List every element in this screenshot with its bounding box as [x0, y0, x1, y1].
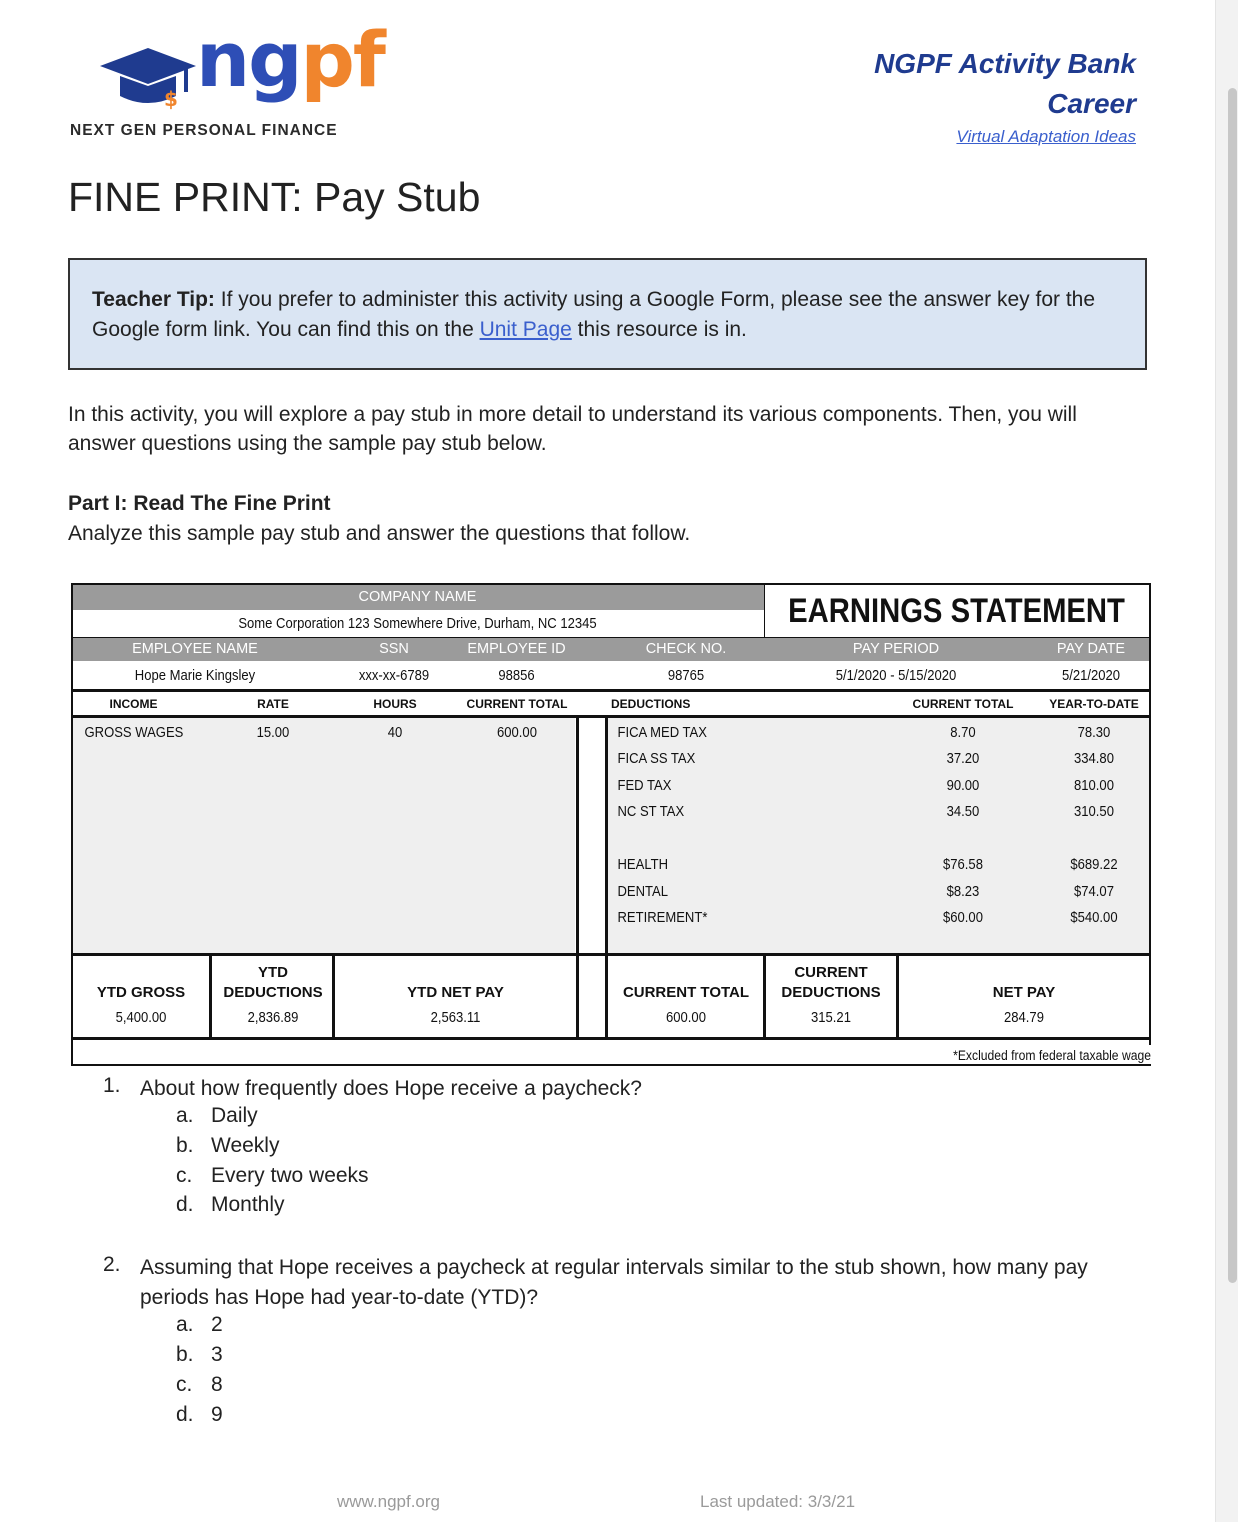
deduction-current: $60.00 [943, 910, 983, 926]
deduction-current: 8.70 [950, 725, 976, 741]
deduction-name: FICA SS TAX [617, 751, 696, 767]
hours-header: HOURS [373, 697, 417, 711]
deduction-ytd: $689.22 [1070, 857, 1118, 873]
deduction-name: FICA MED TAX [617, 725, 707, 741]
stub-rule [209, 956, 212, 1038]
part-subheading: Analyze this sample pay stub and answer the questions that follow. [68, 522, 691, 545]
option-letter: b. [176, 1343, 194, 1366]
stub-border-bottom [71, 1064, 1151, 1066]
ngpf-logo [70, 15, 384, 146]
income-detail-pane [73, 717, 575, 953]
activity-bank-category: Career [1047, 88, 1136, 119]
ytd-deductions-label-line2: DEDUCTIONS [223, 983, 323, 1001]
option-letter: a. [176, 1313, 194, 1336]
stub-rule [576, 715, 579, 1040]
answer-option [176, 1164, 369, 1188]
svg-text:$: $ [164, 87, 178, 110]
option-text: 3 [211, 1343, 223, 1366]
deduction-ytd: $74.07 [1074, 884, 1114, 900]
deduction-ytd: 334.80 [1074, 751, 1114, 767]
deduction-ytd: 310.50 [1074, 804, 1114, 820]
ssn-value: xxx-xx-6789 [358, 668, 430, 684]
employee-name-value: Hope Marie Kingsley [134, 668, 256, 684]
option-letter: d. [176, 1403, 194, 1426]
current-total-header: CURRENT TOTAL [466, 697, 568, 711]
deduction-name: HEALTH [617, 857, 669, 873]
activity-bank-header [874, 44, 1136, 150]
answer-option [176, 1193, 285, 1217]
year-to-date-header: YEAR-TO-DATE [1049, 697, 1139, 711]
employee-name-header: EMPLOYEE NAME [71, 637, 319, 661]
income-header: INCOME [109, 697, 158, 711]
answer-option [176, 1104, 258, 1128]
company-address: Some Corporation 123 Somewhere Drive, Durham, NC 12345 [238, 615, 597, 632]
current-deductions-label-line2: DEDUCTIONS [781, 983, 881, 1001]
company-name-header: COMPANY NAME [71, 583, 764, 610]
logo-wordmark: ngpf [196, 15, 384, 104]
activity-bank-title: NGPF Activity Bank [874, 48, 1136, 79]
option-text: 8 [211, 1373, 223, 1396]
stub-rule [763, 956, 766, 1038]
ytd-deductions-label-line1: YTD [258, 963, 288, 981]
ytd-net-pay-label: YTD NET PAY [407, 983, 504, 1001]
answer-option [176, 1373, 223, 1397]
stub-border-right [1149, 583, 1151, 1045]
income-type: GROSS WAGES [84, 725, 184, 741]
teacher-tip-label: Teacher Tip: [92, 288, 215, 311]
stub-rule [605, 715, 608, 1040]
ssn-header: SSN [329, 637, 459, 661]
stub-rule [71, 637, 1151, 638]
option-letter: b. [176, 1134, 194, 1157]
answer-option [176, 1343, 223, 1367]
stub-rule [332, 956, 335, 1038]
net-pay-value: 284.79 [1004, 1010, 1044, 1026]
pay-period-value: 5/1/2020 - 5/15/2020 [835, 668, 957, 684]
intro-paragraph: In this activity, you will explore a pay stub in more detail to understand its various components. Then, you will answer questions using the sample pay stub below. [68, 403, 1077, 455]
income-hours: 40 [387, 725, 403, 741]
stub-rule [71, 715, 1151, 718]
option-text: Monthly [211, 1193, 285, 1216]
income-rate: 15.00 [256, 725, 290, 741]
pay-stub [71, 583, 1151, 1066]
deduction-current: 90.00 [946, 778, 980, 794]
ytd-deductions-value: 2,836.89 [247, 1010, 299, 1026]
check-no-value: 98765 [667, 668, 705, 684]
stub-border-top [71, 583, 1151, 585]
current-total-value: 600.00 [666, 1010, 706, 1026]
employee-id-header: EMPLOYEE ID [459, 637, 574, 661]
unit-page-link[interactable]: Unit Page [479, 318, 572, 341]
scrollbar-thumb[interactable] [1228, 88, 1237, 1283]
deduction-current: $8.23 [946, 884, 980, 900]
option-text: Every two weeks [211, 1164, 369, 1187]
question-text: About how frequently does Hope receive a paycheck? [140, 1077, 642, 1100]
question-text: Assuming that Hope receives a paycheck at regular intervals similar to the stub shown, how many pay periods has Hope had year-to-date (YTD)? [140, 1256, 1088, 1309]
stub-rule [71, 953, 1151, 956]
option-letter: c. [176, 1164, 193, 1187]
current-deductions-value: 315.21 [811, 1010, 851, 1026]
stub-rule [896, 956, 899, 1038]
deduction-name: DENTAL [617, 884, 669, 900]
deduction-current: $76.58 [943, 857, 983, 873]
question-number: 1. [103, 1074, 121, 1097]
pay-period-header: PAY PERIOD [791, 637, 1001, 661]
answer-option [176, 1403, 223, 1427]
footnote: *Excluded from federal taxable wage [953, 1047, 1151, 1063]
teacher-tip-box [68, 258, 1147, 370]
question-number: 2. [103, 1253, 121, 1276]
graduation-cap-icon [100, 46, 200, 110]
deduction-ytd: 810.00 [1074, 778, 1114, 794]
deductions-current-total-header: CURRENT TOTAL [912, 697, 1014, 711]
current-deductions-label-line1: CURRENT [794, 963, 868, 981]
option-text: 9 [211, 1403, 223, 1426]
stub-rule [71, 689, 1151, 692]
rate-header: RATE [257, 697, 289, 711]
current-total-label: CURRENT TOTAL [622, 983, 750, 1001]
teacher-tip-text-end: this resource is in. [571, 318, 747, 341]
answer-option [176, 1313, 223, 1337]
deduction-name: RETIREMENT* [617, 910, 708, 926]
check-no-header: CHECK NO. [611, 637, 761, 661]
option-text: Weekly [211, 1134, 280, 1157]
option-letter: c. [176, 1373, 193, 1396]
stub-rule [764, 583, 765, 637]
earnings-statement-title: EARNINGS STATEMENT [788, 591, 1125, 630]
answer-option [176, 1134, 279, 1158]
deduction-name: FED TAX [617, 778, 672, 794]
deduction-ytd: 78.30 [1077, 725, 1111, 741]
ytd-gross-value: 5,400.00 [115, 1010, 167, 1026]
footer-last-updated: Last updated: 3/3/21 [700, 1492, 856, 1511]
deduction-current: 37.20 [946, 751, 980, 767]
deduction-current: 34.50 [946, 804, 980, 820]
virtual-adaptation-link[interactable]: Virtual Adaptation Ideas [956, 127, 1136, 146]
option-letter: d. [176, 1193, 194, 1216]
teacher-tip-text: If you prefer to administer this activity using a Google Form, please see the answer key for the Google form link. You can find this on the [92, 288, 1096, 341]
pay-date-value: 5/21/2020 [1061, 668, 1121, 684]
deduction-name: NC ST TAX [617, 804, 685, 820]
pay-date-header: PAY DATE [1031, 637, 1151, 661]
ytd-gross-label: YTD GROSS [96, 983, 186, 1001]
stub-rule [71, 1037, 1151, 1040]
part-heading: Part I: Read The Fine Print [68, 492, 331, 515]
option-text: 2 [211, 1313, 223, 1336]
option-text: Daily [211, 1104, 258, 1127]
logo-tagline: NEXT GEN PERSONAL FINANCE [70, 122, 338, 139]
page-title: FINE PRINT: Pay Stub [68, 174, 481, 220]
income-current-total: 600.00 [497, 725, 537, 741]
deductions-header: DEDUCTIONS [611, 697, 691, 711]
ytd-net-pay-value: 2,563.11 [430, 1010, 481, 1026]
deduction-ytd: $540.00 [1070, 910, 1118, 926]
footer-url: www.ngpf.org [337, 1492, 440, 1511]
net-pay-label: NET PAY [992, 983, 1056, 1001]
stub-border-left [71, 583, 73, 1066]
employee-id-value: 98856 [498, 668, 535, 684]
option-letter: a. [176, 1104, 194, 1127]
